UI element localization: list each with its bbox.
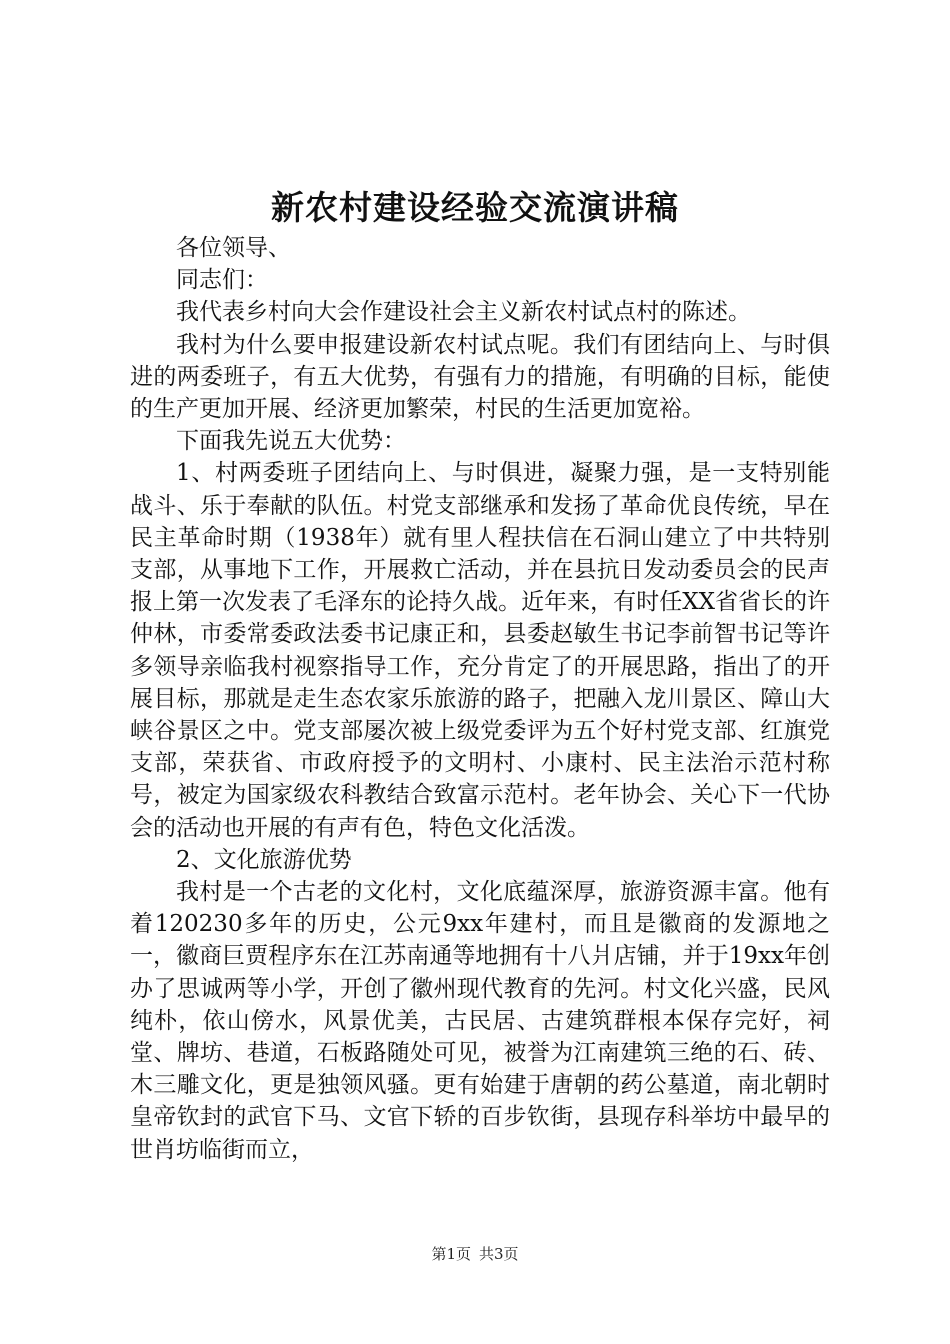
- paragraph: 下面我先说五大优势：: [176, 428, 406, 455]
- section-heading: 2、文化旅游优势: [176, 846, 352, 873]
- salutation-comrades: 同志们：: [176, 267, 268, 294]
- page-total: 共3页: [479, 1245, 519, 1263]
- paragraph: 1、村两委班子团结向上、与时俱进，凝聚力强，是一支特别能战斗、乐于奉献的队伍。村党支部继承和发扬了革命优良传统，早在民主革命时期（1938年）就有里人程扶信在石洞山建立了中共特别支部，从事地下工作，开展救亡活动，并在县抗日发动委员会的民声报上第一次发表了毛泽东的论持久战。近年来，有时任XX省省长的许仲林，市委常委政法委书记康正和，县委赵敏生书记李前智书记等许多领导亲临我村视察指导工作，充分肯定了的开展思路，指出了的开展目标，那就是走生态农家乐旅游的路子，把融入龙川景区、障山大峡谷景区之中。党支部屡次被上级党委评为五个好村党支部、红旗党支部，荣获省、市政府授予的文明村、小康村、民主法治示范村称号，被定为国家级农科教结合致富示范村。老年协会、关心下一代协会的活动也开展的有声有色，特色文化活泼。: [130, 460, 830, 841]
- page-footer: [0, 1244, 950, 1264]
- paragraph: 我代表乡村向大会作建设社会主义新农村试点村的陈述。: [176, 299, 751, 326]
- paragraph: 我村为什么要申报建设新农村试点呢。我们有团结向上、与时俱进的两委班子，有五大优势，有强有力的措施，有明确的目标，能使的生产更加开展、经济更加繁荣，村民的生活更加宽裕。: [130, 331, 830, 423]
- document-title: 新农村建设经验交流演讲稿: [271, 188, 679, 227]
- paragraph: 我村是一个古老的文化村，文化底蕴深厚，旅游资源丰富。他有着120230多年的历史，公元9xx年建村，而且是徽商的发源地之一，徽商巨贾程序东在江苏南通等地拥有十八爿店铺，并于19xx年创办了思诚两等小学，开创了徽州现代教育的先河。村文化兴盛，民风纯朴，依山傍水，风景优美，古民居、古建筑群根本保存完好，祠堂、牌坊、巷道，石板路随处可见，被誉为江南建筑三绝的石、砖、木三雕文化，更是独领风骚。更有始建于唐朝的药公墓道，南北朝时皇帝钦封的武官下马、文官下轿的百步钦街，县现存科举坊中最早的世肖坊临街而立，: [130, 879, 830, 1163]
- salutation-leaders: 各位领导、: [176, 235, 291, 261]
- page-number: 第1页: [431, 1245, 471, 1263]
- document-body: [130, 232, 830, 1166]
